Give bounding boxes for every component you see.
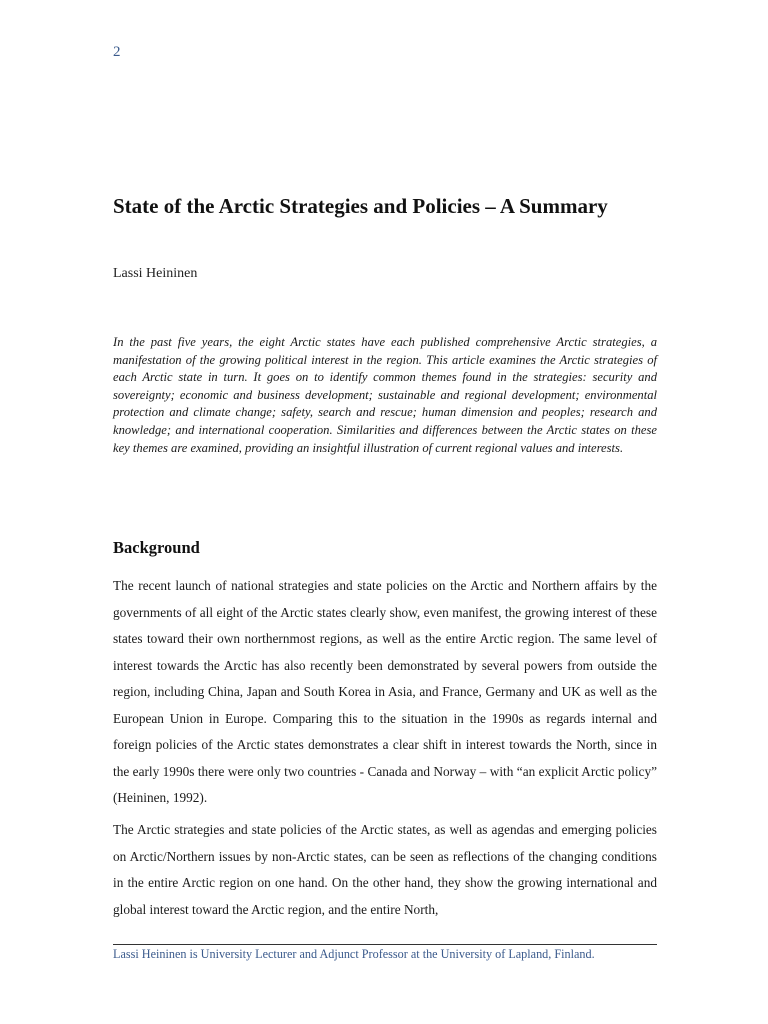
footnote-divider <box>113 944 657 945</box>
author-name: Lassi Heininen <box>113 266 198 281</box>
footnote: Lassi Heininen is University Lecturer and Adjunct Professor at the University of Lapland, Finland. <box>113 947 595 961</box>
section-heading-background: Background <box>113 538 200 557</box>
page-number: 2 <box>113 44 121 60</box>
article-title: State of the Arctic Strategies and Policies – A Summary <box>113 194 608 218</box>
abstract: In the past five years, the eight Arctic states have each published comprehensive Arctic strategies, a manifestation of the growing political interest in the region. This article examines the Arctic strategies of each Arctic state in turn. It goes on to identify common themes found in the strategies: security and sovereignty; economic and business development; sustainable and regional development; environmental protection and climate change; safety, search and rescue; human dimension and peoples; research and knowledge; and international cooperation. Similarities and differences between the Arctic states on these key themes are examined, providing an insightful illustration of current regional values and interests. <box>113 335 657 455</box>
body-paragraph: The Arctic strategies and state policies of the Arctic states, as well as agendas and emerging policies on Arctic/Northern issues by non-Arctic states, can be seen as reflections of the changing conditions in the entire Arctic region on one hand. On the other hand, they show the growing international and global interest toward the Arctic region, and the entire North, <box>113 822 657 917</box>
body-paragraph: The recent launch of national strategies and state policies on the Arctic and Northern affairs by the governments of all eight of the Arctic states clearly show, even manifest, the growing interest of these states toward their own northernmost regions, as well as the entire Arctic region. The same level of interest towards the Arctic has also recently been demonstrated by several powers from outside the region, including China, Japan and South Korea in Asia, and France, Germany and UK as well as the European Union in Europe. Comparing this to the situation in the 1990s as regards internal and foreign policies of the Arctic states demonstrates a clear shift in interest towards the North, since in the early 1990s there were only two countries - Canada and Norway – with “an explicit Arctic policy” (Heininen, 1992). <box>113 578 657 805</box>
